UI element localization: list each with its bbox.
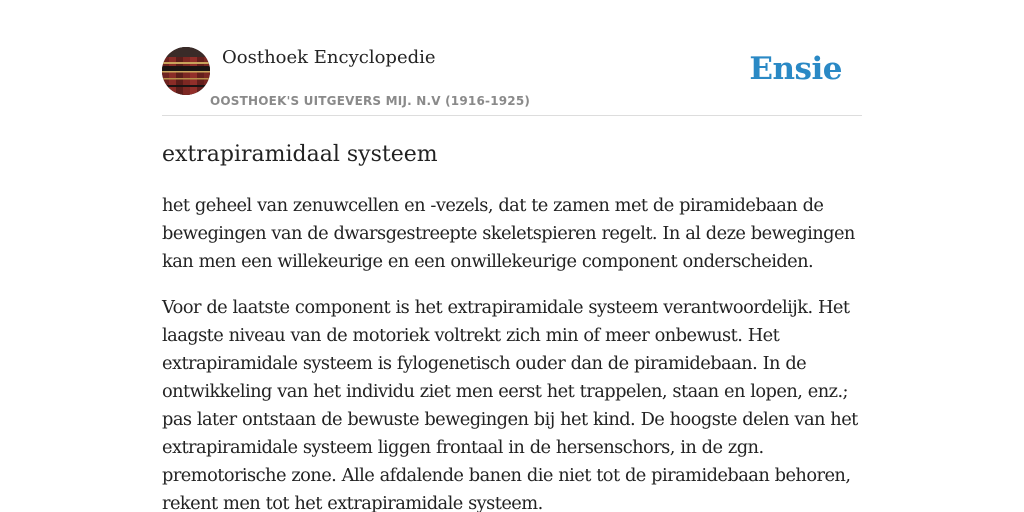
article-title: extrapiramidaal systeem <box>162 142 438 167</box>
source-subtitle: OOSTHOEK'S UITGEVERS MIJ. N.V (1916-1925) <box>210 94 531 108</box>
article-paragraph: het geheel van zenuwcellen en -vezels, dat te zamen met de piramidebaan de bewegingen van de dwarsgestreepte skeletspieren regelt. In al deze bewegingen kan men een willekeurige en een onwillekeurige component onderscheiden. <box>162 195 855 272</box>
source-name[interactable]: Oosthoek Encyclopedie <box>222 47 436 68</box>
article-body <box>162 192 862 512</box>
brand-logo[interactable]: Ensie <box>749 51 842 87</box>
book-spines-icon <box>162 47 210 95</box>
article-paragraph: Voor de laatste component is het extrapiramidale systeem verantwoordelijk. Het laagste niveau van de motoriek voltrekt zich min of meer onbewust. Het extrapiramidale systeem is fylogenetisch ouder dan de piramidebaan. In de ontwikkeling van het individu ziet men eerst het trappelen, staan en lopen, enz.; pas later ontstaan de bewuste bewegingen bij het kind. De hoogste delen van het extrapiramidale systeem liggen frontaal in de hersenschors, in de zgn. premotorische zone. Alle afdalende banen die niet tot de piramidebaan behoren, rekent men tot het extrapiramidale systeem. <box>162 297 858 512</box>
header-divider <box>162 115 862 116</box>
source-avatar[interactable] <box>162 47 210 95</box>
